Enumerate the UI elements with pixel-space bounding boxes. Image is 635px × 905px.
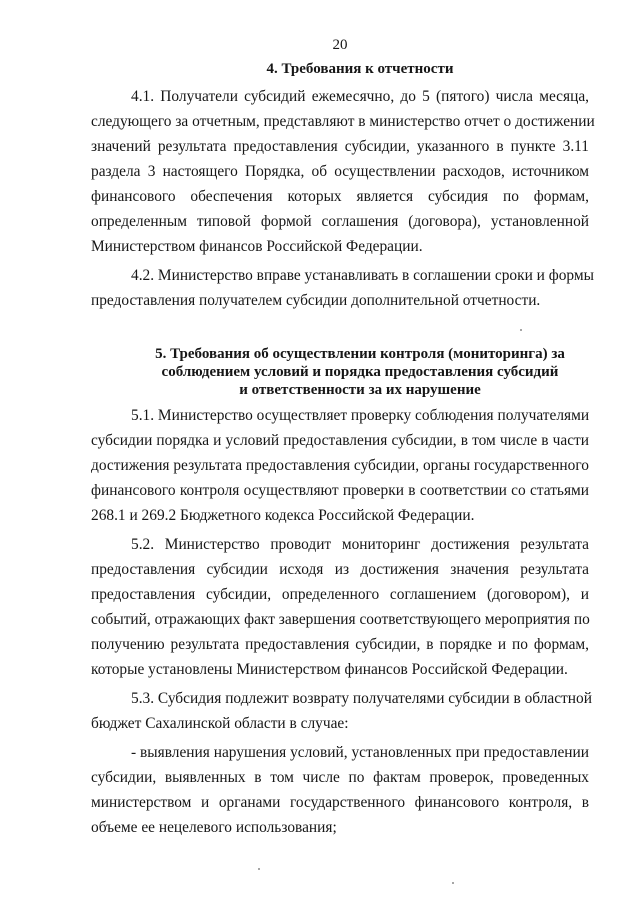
list-item-line: объеме ее нецелевого использования; [91,819,337,836]
list-item-line: субсидии, выявленных в том числе по фактам проверок, проведенных [91,769,589,786]
paragraph-4-1-line: раздела 3 настоящего Порядка, об осуществлении расходов, источником [91,163,589,180]
scan-speck [258,868,260,870]
section-5-heading-line: соблюдением условий и порядка предоставления субсидий [161,364,559,380]
paragraph-4-1-line: 4.1. Получатели субсидий ежемесячно, до 5 (пятого) числа месяца, [131,88,589,105]
section-4-heading: 4. Требования к отчетности [266,61,454,77]
paragraph-5-1-line: финансового контроля осуществляют проверки в соответствии со статьями [91,482,589,499]
paragraph-5-2-line: которые установлены Министерством финансов Российской Федерации. [91,661,568,678]
paragraph-5-2-line: получению результата предоставления субсидии, в порядке и по формам, [91,636,589,653]
paragraph-5-3-line: 5.3. Субсидия подлежит возврату получателями субсидии в областной [131,690,592,707]
paragraph-5-1-line: субсидии порядка и условий предоставления субсидии, в том числе в части [91,432,589,449]
paragraph-4-1-line: значений результата предоставления субсидии, указанного в пункте 3.11 [91,138,589,155]
section-5-heading-line: 5. Требования об осуществлении контроля (мониторинга) за [155,346,565,362]
paragraph-4-2-line: 4.2. Министерство вправе устанавливать в соглашении сроки и формы [131,267,594,284]
list-item-line: - выявления нарушения условий, установленных при предоставлении [131,744,589,761]
paragraph-5-1-line: достижения результата предоставления субсидии, органы государственного [91,457,589,474]
page-number: 20 [332,37,348,53]
paragraph-4-1-line: определенным типовой формой соглашения (договора), установленной [91,213,589,230]
list-item-line: министерством и органами государственного финансового контроля, в [91,794,589,811]
section-5-heading-line: и ответственности за их нарушение [239,382,481,398]
paragraph-5-1-line: 268.1 и 269.2 Бюджетного кодекса Российской Федерации. [91,507,475,524]
paragraph-5-3-line: бюджет Сахалинской области в случае: [91,715,349,732]
paragraph-5-2-line: предоставления субсидии исходя из достижения значения результата [91,561,589,578]
paragraph-5-2-line: 5.2. Министерство проводит мониторинг достижения результата [131,536,589,553]
scan-speck [452,882,454,884]
paragraph-5-2-line: событий, отражающих факт завершения соответствующего мероприятия по [91,611,590,628]
section-5-heading [0,345,635,399]
paragraph-5-1-line: 5.1. Министерство осуществляет проверку соблюдения получателями [131,407,590,424]
scan-speck [520,329,522,331]
paragraph-4-1-line: финансового обеспечения которых является субсидия по формам, [91,188,589,205]
paragraph-4-1-line: Министерством финансов Российской Федерации. [91,238,423,255]
paragraph-5-2-line: предоставления субсидии, определенного соглашением (договором), и [91,586,589,603]
paragraph-4-2-line: предоставления получателем субсидии дополнительной отчетности. [91,292,541,309]
paragraph-4-1-line: следующего за отчетным, представляют в министерство отчет о достижении [91,113,595,130]
